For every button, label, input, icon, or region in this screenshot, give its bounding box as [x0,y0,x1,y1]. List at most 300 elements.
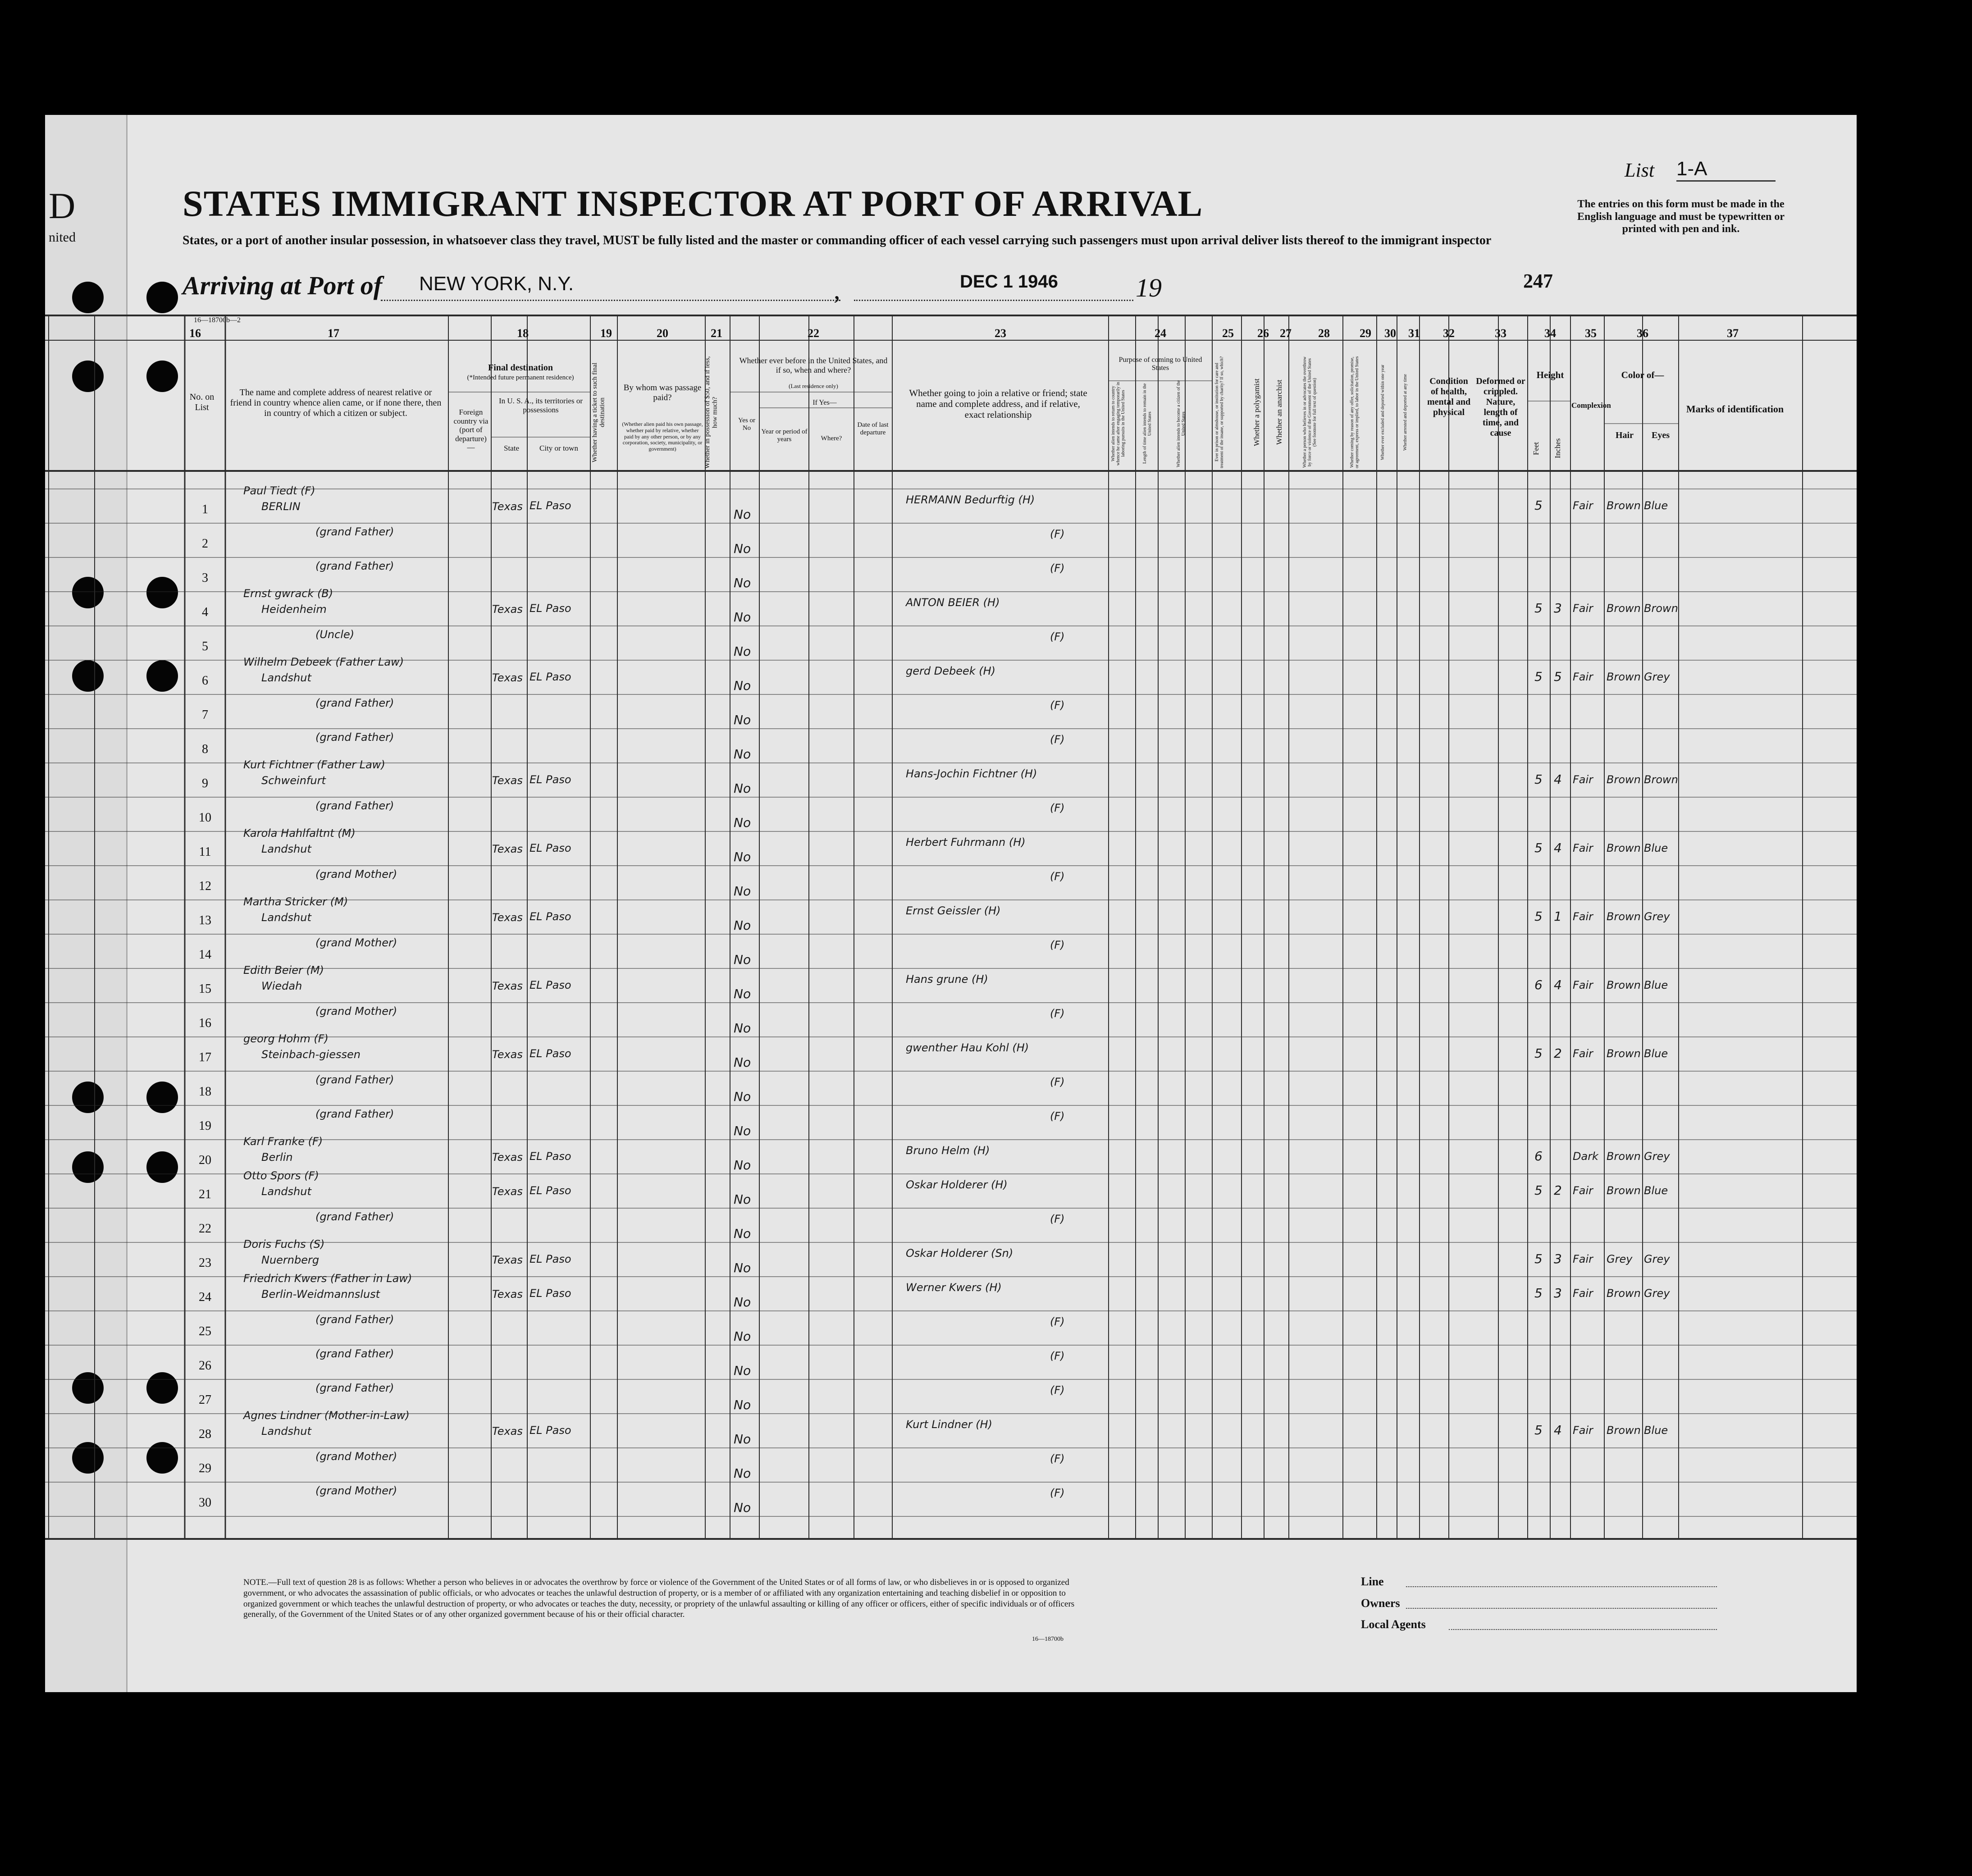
hair-color: Brown [1607,499,1641,512]
row-number: 6 [202,674,208,688]
previously-in-us: No [734,541,751,556]
hair-color: Brown [1607,979,1641,991]
port-value: NEW YORK, N.Y. [419,273,574,295]
destination-city: EL Paso [530,1047,571,1060]
relative-relationship: (Uncle) [315,628,355,641]
row-number: 5 [202,639,208,653]
hair-color: Brown [1607,1150,1641,1163]
joining-relative: (F) [1050,562,1065,575]
relative-relationship: (grand Father) [315,1313,394,1326]
destination-city: EL Paso [530,842,571,854]
complexion: Fair [1573,842,1593,854]
joining-relative: (F) [1050,1350,1065,1362]
comma-separator: , [834,275,840,305]
previously-in-us: No [734,1226,751,1241]
complexion: Fair [1573,1047,1593,1060]
relative-address: Berlin [261,1151,293,1164]
relative-name: Martha Stricker (M) [243,895,348,908]
relative-name: Edith Beier (M) [243,964,324,977]
footnote: NOTE.—Full text of question 28 is as follows: Whether a person who believes in or advocates the overthrow by force or violence of the Government of the United States or of all forms of law, or who disbelieves in or is opposed to organized government, or who advocates the assassination of public officials, or who advocates or teaches the unlawful destruction of property, or is a member of or affiliated with any organization entertaining and teaching disbelief in or opposition to organized government or which teaches the unlawful destruction of property, or who advocates or teaches the duty, necessity, or propriety of the unlawful assaulting or killing of any officer or officers, either of specific individuals or of officers generally, of the Government of the United States or of any other organized government because of his or their official character. [243,1578,1075,1620]
owners-field [1406,1608,1717,1609]
col-35-number: 35 [1585,327,1597,340]
row-number: 2 [202,537,208,551]
eye-color: Grey [1644,1150,1670,1163]
col-30-number: 30 [1384,327,1396,340]
hair-color: Brown [1607,671,1641,683]
eye-color: Blue [1644,1047,1668,1060]
col-36-number: 36 [1637,327,1648,340]
previously-in-us: No [734,1397,751,1412]
hair-color: Brown [1607,1287,1641,1300]
col-37-label: Marks of identification [1686,403,1784,415]
joining-relative: (F) [1050,699,1065,712]
previously-in-us: No [734,644,751,659]
col-17-label: The name and complete address of nearest relative or friend in country whence alien came, or if none there, then in country of which a citizen or subject. [230,388,442,418]
local-agents-label: Local Agents [1361,1618,1426,1631]
form-instructions: The entries on this form must be made in the English language and must be typewritten or printed with pen and ink. [1577,198,1785,235]
row-number: 24 [199,1290,211,1304]
col-22-yesno: Yes or No [738,417,756,432]
previously-in-us: No [734,747,751,762]
previously-in-us: No [734,1123,751,1138]
col-33-label: Deformed or crippled. Nature, length of time, and cause [1476,376,1525,438]
hair-color: Brown [1607,602,1641,615]
col-22-ifyes: If Yes— [813,399,837,406]
row-number: 19 [199,1119,211,1133]
destination-city: EL Paso [530,910,571,923]
relative-relationship: (grand Father) [315,731,394,744]
row-number: 11 [199,845,211,859]
row-number: 3 [202,571,208,585]
col-18-city: City or town [539,444,578,452]
row-number: 14 [199,948,211,962]
row-number: 13 [199,913,211,927]
relative-relationship: (grand Father) [315,525,394,538]
height-inches: 2 [1554,1183,1562,1198]
relative-address: Landshut [261,843,311,855]
height-inches: 1 [1554,909,1562,924]
arrival-date: DEC 1 1946 [960,272,1058,292]
col-20-number: 20 [657,327,668,340]
eye-color: Brown [1644,773,1678,786]
previously-in-us: No [734,849,751,864]
destination-state: Texas [492,1254,523,1266]
joining-relative: (F) [1050,1007,1065,1020]
col-27-number: 27 [1280,327,1292,340]
height-inches: 2 [1554,1046,1562,1061]
col-24c-label: Whether alien intends to become a citizen of the United States [1176,380,1186,467]
col-24-label: Purpose of coming to United States [1118,356,1202,372]
height-feet: 5 [1534,1251,1543,1266]
joining-relative: (F) [1050,1110,1065,1123]
stub-text-fragment: nited [49,230,76,245]
relative-address: Wiedah [261,980,302,992]
col-16-number: 16 [189,327,201,340]
col-34-feet: Feet [1532,442,1540,455]
previously-in-us: No [734,884,751,899]
complexion: Dark [1573,1150,1598,1163]
destination-city: EL Paso [530,499,571,512]
previously-in-us: No [734,952,751,967]
footnote-form-code: 16—18700b [1032,1636,1064,1643]
col-33-number: 33 [1495,327,1506,340]
height-feet: 6 [1534,977,1543,992]
relative-name: Ernst gwrack (B) [243,587,333,600]
col-24-number: 24 [1155,327,1166,340]
eye-color: Blue [1644,499,1668,512]
previously-in-us: No [734,610,751,625]
col-24b-label: Length of time alien intends to remain in the United States [1142,383,1152,464]
col-25-number: 25 [1222,327,1234,340]
page-title: STATES IMMIGRANT INSPECTOR AT PORT OF ARRIVAL [183,183,1203,224]
complexion: Fair [1573,1424,1593,1437]
previously-in-us: No [734,678,751,693]
previously-in-us: No [734,1432,751,1447]
relative-address: Schweinfurt [261,774,326,787]
row-number: 28 [199,1427,211,1441]
destination-state: Texas [492,1151,523,1164]
relative-name: Kurt Fichtner (Father Law) [243,758,385,771]
destination-city: EL Paso [530,1184,571,1197]
col-30-label: Whether ever excluded and deported within one year [1380,365,1385,460]
stub-heading-fragment: D [49,185,76,226]
row-number: 30 [199,1496,211,1510]
col-18-label: Final destination [488,363,553,373]
previously-in-us: No [734,1021,751,1036]
col-23-number: 23 [995,327,1006,340]
destination-city: EL Paso [530,1150,571,1163]
previously-in-us: No [734,918,751,933]
destination-state: Texas [492,671,523,684]
col-31-label: Whether arrested and deported at any time [1403,374,1408,451]
relative-address: Landshut [261,911,311,924]
relative-relationship: (grand Mother) [315,1005,397,1018]
joining-relative: Werner Kwers (H) [906,1281,1002,1294]
col-23-label: Whether going to join a relative or friend; state name and complete address, and if relative, exact relationship [909,388,1087,420]
col-25-label: Ever in prison or almshouse, or institution for care and treatment of the insane, or supported by charity? If so, which? [1214,356,1224,469]
arriving-label: Arriving at Port of [183,271,383,300]
destination-state: Texas [492,980,523,992]
relative-relationship: (grand Mother) [315,1450,397,1463]
height-feet: 5 [1534,1183,1543,1198]
col-35-label: Complexion [1571,401,1611,410]
previously-in-us: No [734,1158,751,1173]
relative-relationship: (grand Father) [315,1210,394,1223]
relative-relationship: (grand Mother) [315,1484,397,1497]
previously-in-us: No [734,986,751,1001]
height-feet: 5 [1534,1423,1543,1438]
relative-address: Steinbach-giessen [261,1048,361,1061]
row-number: 10 [199,811,211,825]
joining-relative: Oskar Holderer (H) [906,1178,1008,1191]
relative-name: Karola Hahlfaltnt (M) [243,827,356,840]
col-28-number: 28 [1318,327,1330,340]
joining-relative: Ernst Geissler (H) [906,904,1001,917]
owners-label: Owners [1361,1597,1400,1610]
col-19-label: Whether having a ticket to such final destination [591,362,606,462]
row-number: 15 [199,982,211,996]
complexion: Fair [1573,910,1593,923]
col-36-eyes: Eyes [1652,430,1670,440]
joining-relative: gerd Debeek (H) [906,665,996,677]
height-feet: 5 [1534,840,1543,855]
relative-relationship: (grand Father) [315,1108,394,1120]
previously-in-us: No [734,781,751,796]
hair-color: Brown [1607,910,1641,923]
destination-state: Texas [492,500,523,513]
row-number: 17 [199,1050,211,1064]
height-feet: 5 [1534,601,1543,616]
row-number: 25 [199,1324,211,1338]
col-18-sub: (*Intended future permanent residence) [467,374,574,381]
joining-relative: (F) [1050,1487,1065,1499]
complexion: Fair [1573,1184,1593,1197]
col-27-label: Whether an anarchist [1275,379,1283,445]
row-number: 23 [199,1256,211,1270]
complexion: Fair [1573,1253,1593,1265]
col-26-number: 26 [1257,327,1269,340]
relative-name: georg Hohm (F) [243,1032,329,1045]
relative-relationship: (grand Father) [315,1073,394,1086]
relative-address: Nuernberg [261,1254,320,1266]
hair-color: Brown [1607,773,1641,786]
height-feet: 5 [1534,669,1543,684]
row-number: 27 [199,1393,211,1407]
col-32-number: 32 [1443,327,1455,340]
destination-city: EL Paso [530,671,571,683]
joining-relative: (F) [1050,1315,1065,1328]
col-18-state: State [504,444,519,452]
height-inches: 3 [1554,1251,1562,1266]
col-22-sub: (Last residence only) [789,383,838,389]
row-number: 9 [202,776,208,790]
joining-relative: (F) [1050,870,1065,883]
row-number: 26 [199,1359,211,1373]
destination-state: Texas [492,603,523,616]
joining-relative: (F) [1050,939,1065,951]
joining-relative: (F) [1050,528,1065,540]
col-34-inches: Inches [1553,438,1562,459]
joining-relative: Bruno Helm (H) [906,1144,990,1157]
hair-color: Brown [1607,1424,1641,1437]
complexion: Fair [1573,979,1593,991]
joining-relative: Kurt Lindner (H) [906,1418,992,1431]
col-34-label: Height [1536,370,1564,380]
complexion: Fair [1573,499,1593,512]
joining-relative: Herbert Fuhrmann (H) [906,836,1026,849]
relative-name: Otto Spors (F) [243,1169,319,1182]
col-22-label: Whether ever before in the United States, and if so, when and where? [739,356,888,374]
relative-address: BERLIN [261,500,301,513]
row-number: 22 [199,1222,211,1236]
col-22-period: Year or period of years [761,428,808,443]
page-subtitle: States, or a port of another insular possession, in whatsoever class they travel, MUST be fully listed and the master or commanding officer of each vessel carrying such passengers must upon arrival deliver lists thereof to the immigrant inspector [183,233,1492,247]
col-28-label: Whether a person who believes in or advocates the overthrow by force or violence of the Government of the United States (See footnote for full text of question) [1302,356,1317,468]
page-number: 247 [1523,270,1553,292]
list-label: List [1625,159,1655,181]
previously-in-us: No [734,815,751,830]
joining-relative: Oskar Holderer (Sn) [906,1247,1013,1260]
col-18-usa: In U. S. A., its territories or possessions [498,397,583,414]
destination-state: Texas [492,1185,523,1198]
row-number: 18 [199,1085,211,1099]
relative-address: Landshut [261,1185,311,1198]
relative-relationship: (grand Father) [315,799,394,812]
col-32-label: Condition of health, mental and physical [1427,376,1471,417]
relative-relationship: (grand Father) [315,697,394,709]
eye-color: Blue [1644,1184,1668,1197]
height-feet: 6 [1534,1149,1543,1164]
col-29-number: 29 [1360,327,1371,340]
local-agents-field [1449,1629,1717,1630]
col-18-foreign: Foreign country via (port of departure)— [453,408,488,452]
relative-relationship: (grand Father) [315,560,394,572]
col-18-number: 18 [517,327,529,340]
eye-color: Grey [1644,671,1670,683]
height-feet: 5 [1534,909,1543,924]
row-number: 21 [199,1187,211,1201]
relative-relationship: (grand Father) [315,1347,394,1360]
col-20-label: By whom was passage paid? [623,383,702,402]
joining-relative: (F) [1050,630,1065,643]
relative-name: Friedrich Kwers (Father in Law) [243,1272,412,1285]
destination-state: Texas [492,843,523,855]
destination-city: EL Paso [530,1424,571,1437]
joining-relative: (F) [1050,802,1065,814]
hair-color: Brown [1607,842,1641,854]
destination-city: EL Paso [530,602,571,615]
line-label: Line [1361,1575,1384,1588]
hair-color: Brown [1607,1047,1641,1060]
height-feet: 5 [1534,1046,1543,1061]
joining-relative: (F) [1050,1076,1065,1088]
destination-state: Texas [492,1048,523,1061]
previously-in-us: No [734,575,751,590]
complexion: Fair [1573,671,1593,683]
col-24a-label: Whether alien intends to return to country whence he came after engaging temporarily in laboring pursuits in the United States [1111,382,1126,466]
joining-relative: Hans-Jochin Fichtner (H) [906,767,1037,780]
previously-in-us: No [734,507,751,522]
relative-relationship: (grand Mother) [315,936,397,949]
relative-name: Agnes Lindner (Mother-in-Law) [243,1409,410,1422]
joining-relative: gwenther Hau Kohl (H) [906,1041,1029,1054]
destination-state: Texas [492,1288,523,1301]
eye-color: Blue [1644,1424,1668,1437]
destination-city: EL Paso [530,773,571,786]
height-inches: 3 [1554,601,1562,616]
row-number: 16 [199,1016,211,1030]
row-number: 29 [199,1461,211,1475]
previously-in-us: No [734,1295,751,1310]
height-inches: 4 [1554,840,1562,855]
previously-in-us: No [734,1192,751,1207]
row-number: 1 [202,502,208,516]
col-20-sub: (Whether alien paid his own passage, whether paid by relative, whether paid by any other person, or by any corporation, society, municipality, or government) [622,421,703,452]
col-31-number: 31 [1408,327,1420,340]
height-inches: 3 [1554,1286,1562,1301]
col-22-where: Where? [821,435,842,442]
row-number: 7 [202,708,208,722]
hair-color: Brown [1607,1184,1641,1197]
previously-in-us: No [734,1055,751,1070]
eye-color: Blue [1644,842,1668,854]
height-inches: 4 [1554,977,1562,992]
relative-address: Berlin-Weidmannslust [261,1288,380,1301]
relative-address: Landshut [261,1425,311,1438]
eye-color: Blue [1644,979,1668,991]
height-feet: 5 [1534,1286,1543,1301]
relative-name: Paul Tiedt (F) [243,484,315,497]
joining-relative: (F) [1050,733,1065,746]
relative-name: Karl Franke (F) [243,1135,323,1148]
eye-color: Grey [1644,910,1670,923]
height-feet: 5 [1534,498,1543,513]
relative-name: Wilhelm Debeek (Father Law) [243,656,404,668]
list-value: 1-A [1676,158,1776,182]
previously-in-us: No [734,1363,751,1378]
eye-color: Grey [1644,1287,1670,1300]
previously-in-us: No [734,712,751,727]
col-16-label: No. on List [189,392,215,412]
col-29-label: Whether coming by reason of any offer, solicitation, promise, or agreement, express or implied, to labor in the United States [1350,356,1360,469]
col-22-number: 22 [808,327,819,340]
row-number: 20 [199,1153,211,1167]
height-inches: 4 [1554,1423,1562,1438]
previously-in-us: No [734,1329,751,1344]
row-number: 8 [202,742,208,756]
joining-relative: HERMANN Bedurftig (H) [906,493,1035,506]
complexion: Fair [1573,602,1593,615]
year-label: 19 [1136,273,1162,302]
col-26-label: Whether a polygamist [1252,378,1261,447]
col-22-departure: Date of last departure [857,421,889,437]
col-37-number: 37 [1727,327,1739,340]
destination-city: EL Paso [530,1253,571,1265]
complexion: Fair [1573,1287,1593,1300]
destination-state: Texas [492,774,523,787]
eye-color: Brown [1644,602,1678,615]
col-36-label: Color of— [1621,370,1664,380]
previously-in-us: No [734,1260,751,1275]
joining-relative: ANTON BEIER (H) [906,596,1000,609]
destination-city: EL Paso [530,1287,571,1300]
row-number: 4 [202,605,208,619]
destination-state: Texas [492,1425,523,1438]
relative-relationship: (grand Father) [315,1382,394,1394]
relative-name: Doris Fuchs (S) [243,1238,325,1251]
destination-state: Texas [492,911,523,924]
previously-in-us: No [734,1500,751,1515]
joining-relative: (F) [1050,1213,1065,1225]
relative-address: Landshut [261,671,311,684]
previously-in-us: No [734,1089,751,1104]
complexion: Fair [1573,773,1593,786]
height-feet: 5 [1534,772,1543,787]
relative-relationship: (grand Mother) [315,868,397,881]
col-36-hair: Hair [1616,430,1634,440]
joining-relative: Hans grune (H) [906,973,988,986]
form-number: 16—18700b—2 [194,316,241,324]
destination-city: EL Paso [530,979,571,991]
joining-relative: (F) [1050,1452,1065,1465]
row-number: 12 [199,879,211,893]
joining-relative: (F) [1050,1384,1065,1397]
col-19-number: 19 [600,327,612,340]
col-34-number: 34 [1544,327,1556,340]
line-field [1406,1586,1717,1587]
col-21-label: Whether in possession of $50, and if less, how much? [704,356,719,469]
col-21-number: 21 [711,327,722,340]
